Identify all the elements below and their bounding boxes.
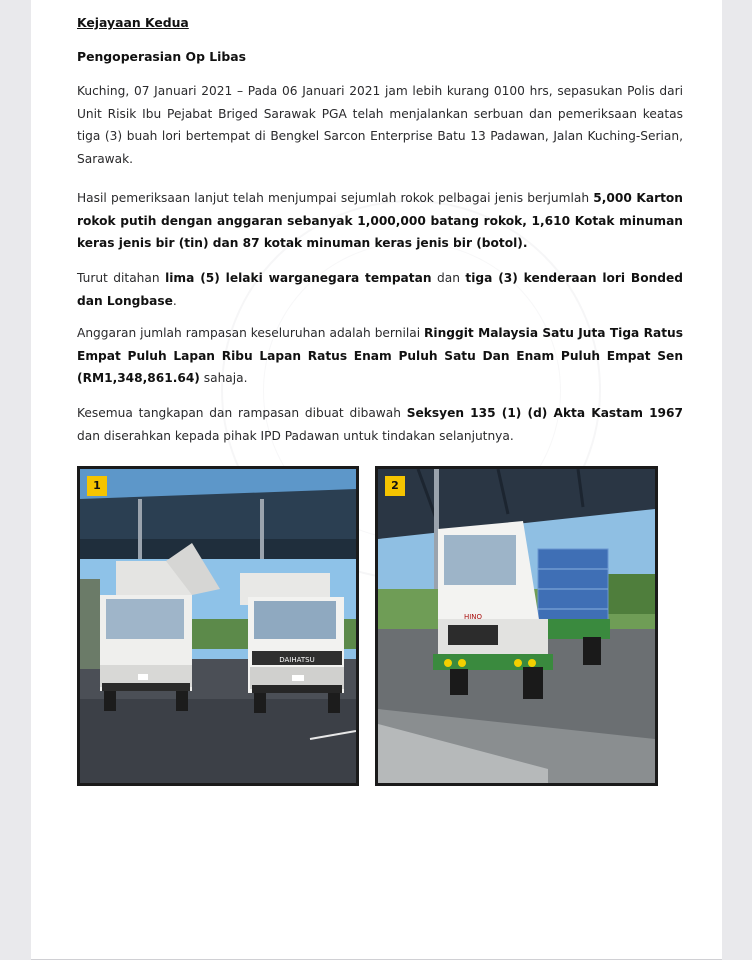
document-page <box>31 0 722 960</box>
truck-brand-label: HINO <box>463 613 483 621</box>
operation-title: Pengoperasian Op Libas <box>77 49 247 64</box>
photo-number-badge: 1 <box>87 476 107 496</box>
paragraph-2: Hasil pemeriksaan lanjut telah menjumpai sejumlah rokok pelbagai jenis berjumlah 5,000 Karton rokok putih dengan anggaran sebanyak 1,000,000 batang rokok, 1,610 Kotak minuman keras jenis bir (tin) dan 87 kotak minuman keras jenis bir (botol). <box>77 191 683 251</box>
paragraph-4: Anggaran jumlah rampasan keseluruhan adalah bernilai Ringgit Malaysia Satu Juta Tiga Ratus Empat Puluh Lapan Ribu Lapan Ratus Enam Puluh Satu Dan Enam Puluh Empat Sen (RM1,348,861.64) sahaja. <box>77 326 683 386</box>
section-title: Kejayaan Kedua <box>77 15 189 30</box>
paragraph-1: Kuching, 07 Januari 2021 – Pada 06 Januari 2021 jam lebih kurang 0100 hrs, sepasukan Polis dari Unit Risik Ibu Pejabat Briged Sarawak PGA telah menjalankan serbuan dan pemeriksaan keatas tiga (3) buah lori bertempat di Bengkel Sarcon Enterprise Batu 13 Padawan, Jalan Kuching-Serian, Sarawak. <box>77 84 683 166</box>
photo-1-trucks <box>77 466 359 786</box>
truck-brand-label: DAIHATSU <box>279 656 315 664</box>
paragraph-5: Kesemua tangkapan dan rampasan dibuat dibawah Seksyen 135 (1) (d) Akta Kastam 1967 dan diserahkan kepada pihak IPD Padawan untuk tindakan selanjutnya. <box>77 406 683 443</box>
photo-2-truck <box>375 466 658 786</box>
photo-number-badge: 2 <box>385 476 405 496</box>
photo-1-image <box>80 469 356 783</box>
paragraph-3: Turut ditahan lima (5) lelaki warganegara tempatan dan tiga (3) kenderaan lori Bonded dan Longbase. <box>77 271 683 308</box>
photo-2-image <box>378 469 655 783</box>
